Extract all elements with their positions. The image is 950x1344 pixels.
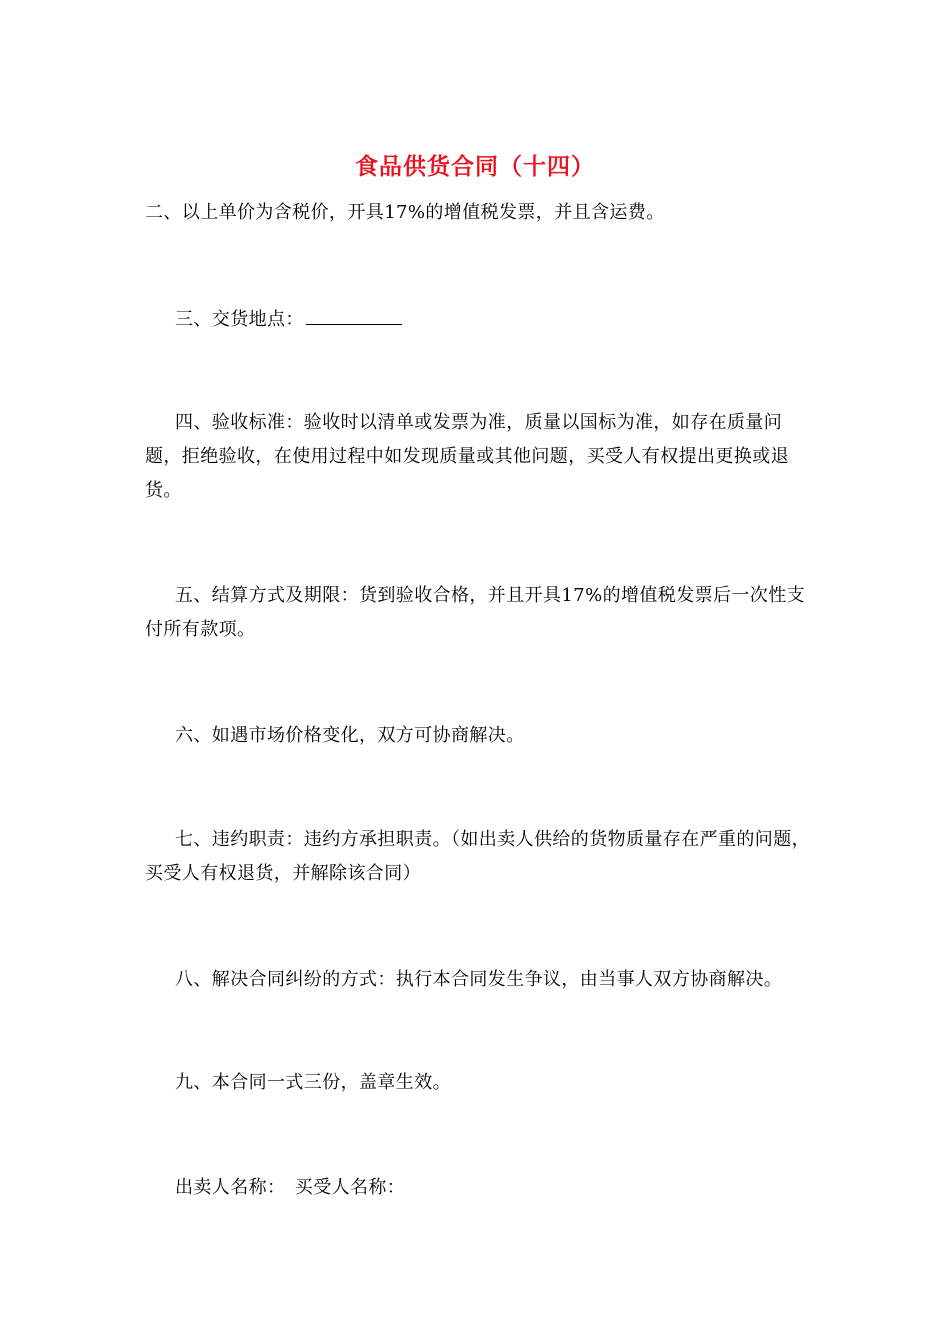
- clause-3: [145, 303, 810, 337]
- delivery-location-blank: [306, 306, 402, 325]
- clause-6: 六、如遇市场价格变化，双方可协商解决。: [175, 725, 525, 746]
- signature-line: 出卖人名称： 买受人名称：: [175, 1177, 406, 1198]
- clause-9: 九、本合同一式三份，盖章生效。: [175, 1072, 451, 1093]
- document-title: 食品供货合同（十四）: [355, 153, 595, 180]
- clause-5: 五、结算方式及期限：货到验收合格，并且开具17%的增值税发票后一次性支付所有款项。: [145, 585, 806, 640]
- clause-4: 四、验收标准：验收时以清单或发票为准，质量以国标为准，如存在质量问题，拒绝验收，在使用过程中如发现质量或其他问题，买受人有权提出更换或退货。: [145, 412, 789, 501]
- clause-3-label: 三、交货地点：: [175, 309, 304, 330]
- clause-2: 二、以上单价为含税价，开具17%的增值税发票，并且含运费。: [145, 202, 665, 223]
- clause-8: 八、解决合同纠纷的方式：执行本合同发生争议，由当事人双方协商解决。: [175, 969, 783, 990]
- clause-7: 七、违约职责：违约方承担职责。（如出卖人供给的货物质量存在严重的问题，买受人有权退货，并解除该合同）: [145, 829, 810, 884]
